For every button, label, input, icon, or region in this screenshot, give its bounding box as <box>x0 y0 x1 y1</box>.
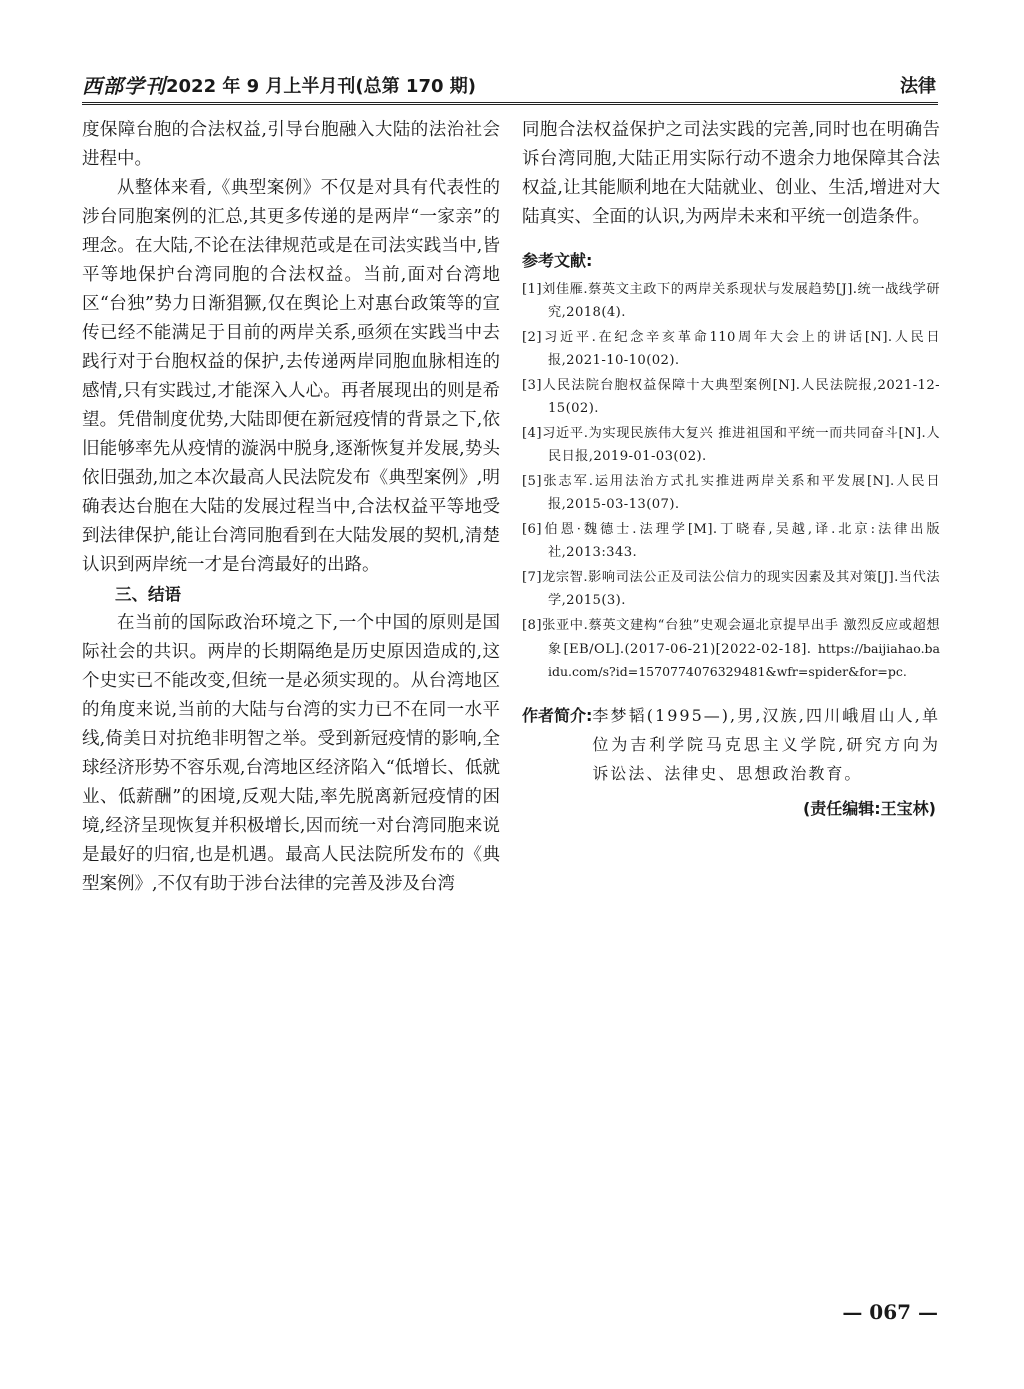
reference-item: [5]张志军.运用法治方式扎实推进两岸关系和平发展[N].人民日报,2015-03-13(07). <box>522 474 940 512</box>
paragraph: 从整体来看,《典型案例》不仅是对具有代表性的涉台同胞案例的汇总,其更多传递的是两岸“一家亲”的理念。在大陆,不论在法律规范或是在司法实践当中,皆平等地保护台湾同胞的合法权益。当前,面对台湾地区“台独”势力日渐猖獗,仅在舆论上对惠台政策等的宣传已经不能满足于目前的两岸关系,亟须在实践当中去践行对于台胞权益的保护,去传递两岸同胞血脉相连的感情,只有实践过,才能深入人心。再者展现出的则是希望。凭借制度优势,大陆即便在新冠疫情的背景之下,依旧能够率先从疫情的漩涡中脱身,逐渐恢复并发展,势头依旧强劲,加之本次最高人民法院发布《典型案例》,明确表达台胞在大陆的发展过程当中,合法权益平等地受到法律保护,能让台湾同胞看到在大陆发展的契机,清楚认识到两岸统一才是台湾最好的出路。 <box>82 178 500 575</box>
running-header <box>82 70 938 105</box>
section-tag: 法律 <box>900 76 936 97</box>
paragraph: 同胞合法权益保护之司法实践的完善,同时也在明确告诉台湾同胞,大陆正用实际行动不遗余力地保障其合法权益,让其能顺利地在大陆就业、创业、生活,增进对大陆真实、全面的认识,为两岸未来和平统一创造条件。 <box>522 120 940 227</box>
page-number: — 067 — <box>842 1300 938 1324</box>
reference-text: [8]张亚中.蔡英文建构“台独”史观会逼北京提早出手 激烈反应或超想象[EB/OL].(2017-06-21)[2022-02-18]. <box>522 618 940 657</box>
reference-list <box>522 279 940 685</box>
journal-logo: 西部学刊 <box>82 74 166 98</box>
reference-item: [2]习近平.在纪念辛亥革命110周年大会上的讲话[N].人民日报,2021-10-10(02). <box>522 330 940 368</box>
reference-item: [6]伯恩·魏德士.法理学[M].丁晓春,吴越,译.北京:法律出版社,2013:343. <box>522 522 940 560</box>
reference-item <box>522 615 940 685</box>
author-text: 李梦韬(1995—),男,汉族,四川峨眉山人,单位为吉利学院马克思主义学院,研究方向为诉讼法、法律史、思想政治教育。 <box>592 705 940 783</box>
right-column <box>522 116 940 823</box>
editor-note: (责任编辑:王宝林) <box>802 798 936 818</box>
author-label: 作者简介: <box>522 705 593 725</box>
reference-url: https://baijiahao.baidu.com/s?id=1570774076329481&wfr=spider&for=pc. <box>548 640 940 679</box>
references-heading: 参考文献: <box>522 251 593 270</box>
left-column <box>82 116 500 899</box>
journal-issue: 2022 年 9 月上半月刊(总第 170 期) <box>166 76 476 97</box>
paragraph: 在当前的国际政治环境之下,一个中国的原则是国际社会的共识。两岸的长期隔绝是历史原因造成的,这个史实已不能改变,但统一是必须实现的。从台湾地区的角度来说,当前的大陆与台湾的实力已不在同一水平线,倚美日对抗绝非明智之举。受到新冠疫情的影响,全球经济形势不容乐观,台湾地区经济陷入“低增长、低就业、低薪酬”的困境,反观大陆,率先脱离新冠疫情的困境,经济呈现恢复并积极增长,因而统一对台湾同胞来说是最好的归宿,也是机遇。最高人民法院所发布的《典型案例》,不仅有助于涉台法律的完善及涉及台湾 <box>82 613 500 894</box>
reference-item: [1]刘佳雁.蔡英文主政下的两岸关系现状与发展趋势[J].统一战线学研究,2018(4). <box>522 282 940 320</box>
reference-item: [3]人民法院台胞权益保障十大典型案例[N].人民法院报,2021-12-15(02). <box>522 378 940 416</box>
reference-item: [4]习近平.为实现民族伟大复兴 推进祖国和平统一而共同奋斗[N].人民日报,2019-01-03(02). <box>522 426 940 464</box>
paragraph: 度保障台胞的合法权益,引导台胞融入大陆的法治社会进程中。 <box>82 120 500 169</box>
section-heading: 三、结语 <box>115 585 181 604</box>
reference-item: [7]龙宗智.影响司法公正及司法公信力的现实因素及其对策[J].当代法学,2015(3). <box>522 570 940 608</box>
author-bio <box>522 701 940 788</box>
